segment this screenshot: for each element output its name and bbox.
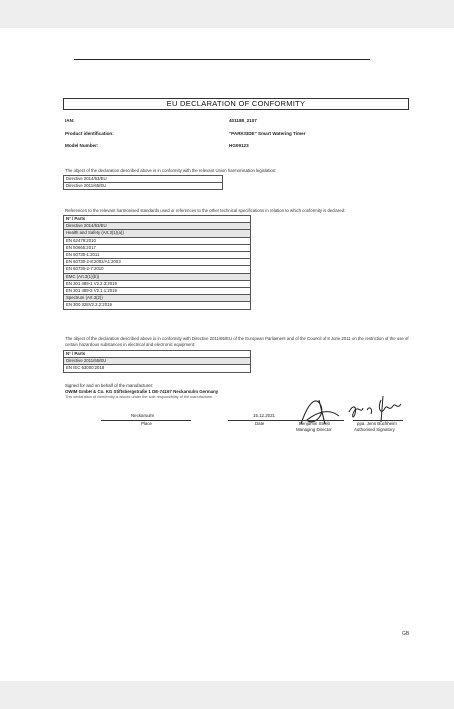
table-cell: Health and Safety (Art.3(1)(a)) — [64, 230, 251, 237]
table-cell: Directive 2011/65/EU — [64, 358, 251, 365]
rohs-table — [63, 350, 251, 373]
table-row — [64, 273, 251, 280]
table-row — [64, 223, 251, 230]
table-row — [64, 216, 251, 223]
table-cell: EN 62479:2010 — [64, 237, 251, 244]
ian-label: IAN: — [65, 118, 75, 123]
signer2-name: ppa. Jens Buchheim — [357, 421, 397, 426]
table-row — [64, 237, 251, 244]
table-row — [64, 365, 251, 372]
responsibility-note: This declaration of conformity is issued under the sole responsibility of the manufacturer. — [65, 395, 214, 399]
table-cell: EN IEC 63000:2018 — [64, 365, 251, 372]
standards-table — [63, 215, 251, 310]
place-label: Place — [141, 421, 152, 426]
page-header-rule — [74, 59, 370, 60]
references-paragraph: References to the relevant harmonised standards used or references to the other technical specifications in relation to which conformity is declared: — [65, 208, 346, 213]
date-label: Date — [255, 421, 265, 426]
date-line — [228, 420, 303, 421]
signer1-title: Managing Director — [296, 427, 332, 432]
table-cell: EMC (Art.3(1)(b)) — [64, 273, 251, 280]
table-row — [64, 259, 251, 266]
table-cell: EN 60730-2-8:2002/A1:2003 — [64, 259, 251, 266]
directive-cell: Directive 2011/65/EU — [64, 183, 223, 190]
table-cell: EN 301 489-1 V2.2.3:2019 — [64, 280, 251, 287]
table-cell: Directive 2014/53/EU — [64, 223, 251, 230]
table-row — [64, 252, 251, 259]
table-row — [64, 351, 251, 358]
signer2-title: Authorised Signatory — [354, 427, 395, 432]
table-cell: N° / Parts — [64, 351, 251, 358]
intro-paragraph: The object of the declaration described above is in conformity with the relevant Union harmonisation legislation: — [65, 168, 277, 173]
table-row — [64, 288, 251, 295]
table-cell: EN 50665:2017 — [64, 244, 251, 251]
table-row — [64, 358, 251, 365]
directives-table — [63, 175, 223, 190]
table-row — [64, 295, 251, 302]
table-cell: EN 300 328V2.2.2:2019 — [64, 302, 251, 309]
bottom-margin-band — [0, 681, 454, 709]
table-row — [64, 230, 251, 237]
document-title: EU DECLARATION OF CONFORMITY — [63, 98, 409, 110]
product-value: "PARKSIDE" Smart Watering Timer — [229, 131, 306, 136]
table-row — [64, 280, 251, 287]
table-row — [64, 302, 251, 309]
page-language-label: GB — [402, 631, 410, 637]
table-cell: EN 301 489-3 V2.1.1:2019 — [64, 288, 251, 295]
manufacturer-address: OWIM GmbH & Co. KG Stiftsbergstraße 1 DE-74167 Neckarsulm Germany — [65, 389, 219, 394]
model-label: Model Number: — [65, 143, 99, 148]
directive-cell: Directive 2014/53/EU — [64, 176, 223, 183]
top-margin-band — [0, 0, 454, 28]
ian-value: 401188_2107 — [229, 118, 257, 123]
rohs-paragraph: The object of the declaration described above is in conformity with Directive 2011/65/EU of the European Parliament and of the Council of 8 June 2011 on the restriction of the use of certain hazardous substances in electrical and electronic equipment: — [65, 336, 409, 347]
place-value: Neckarsulm — [131, 413, 155, 418]
table-cell: EN 60730-2-7:2010 — [64, 266, 251, 273]
signer1-name: Benjamin Steeb — [299, 421, 330, 426]
table-row — [64, 244, 251, 251]
table-cell: EN 60730-1:2011 — [64, 252, 251, 259]
date-value: 15.12.2021 — [253, 413, 275, 418]
product-label: Product identification: — [65, 131, 114, 136]
signed-for-text: Signed for and on behalf of the manufacturer: — [65, 383, 154, 388]
model-value: HG09123 — [229, 143, 249, 148]
table-cell: N° / Parts — [64, 216, 251, 223]
table-row — [64, 266, 251, 273]
table-cell: Spectrum (Art.3(2)) — [64, 295, 251, 302]
